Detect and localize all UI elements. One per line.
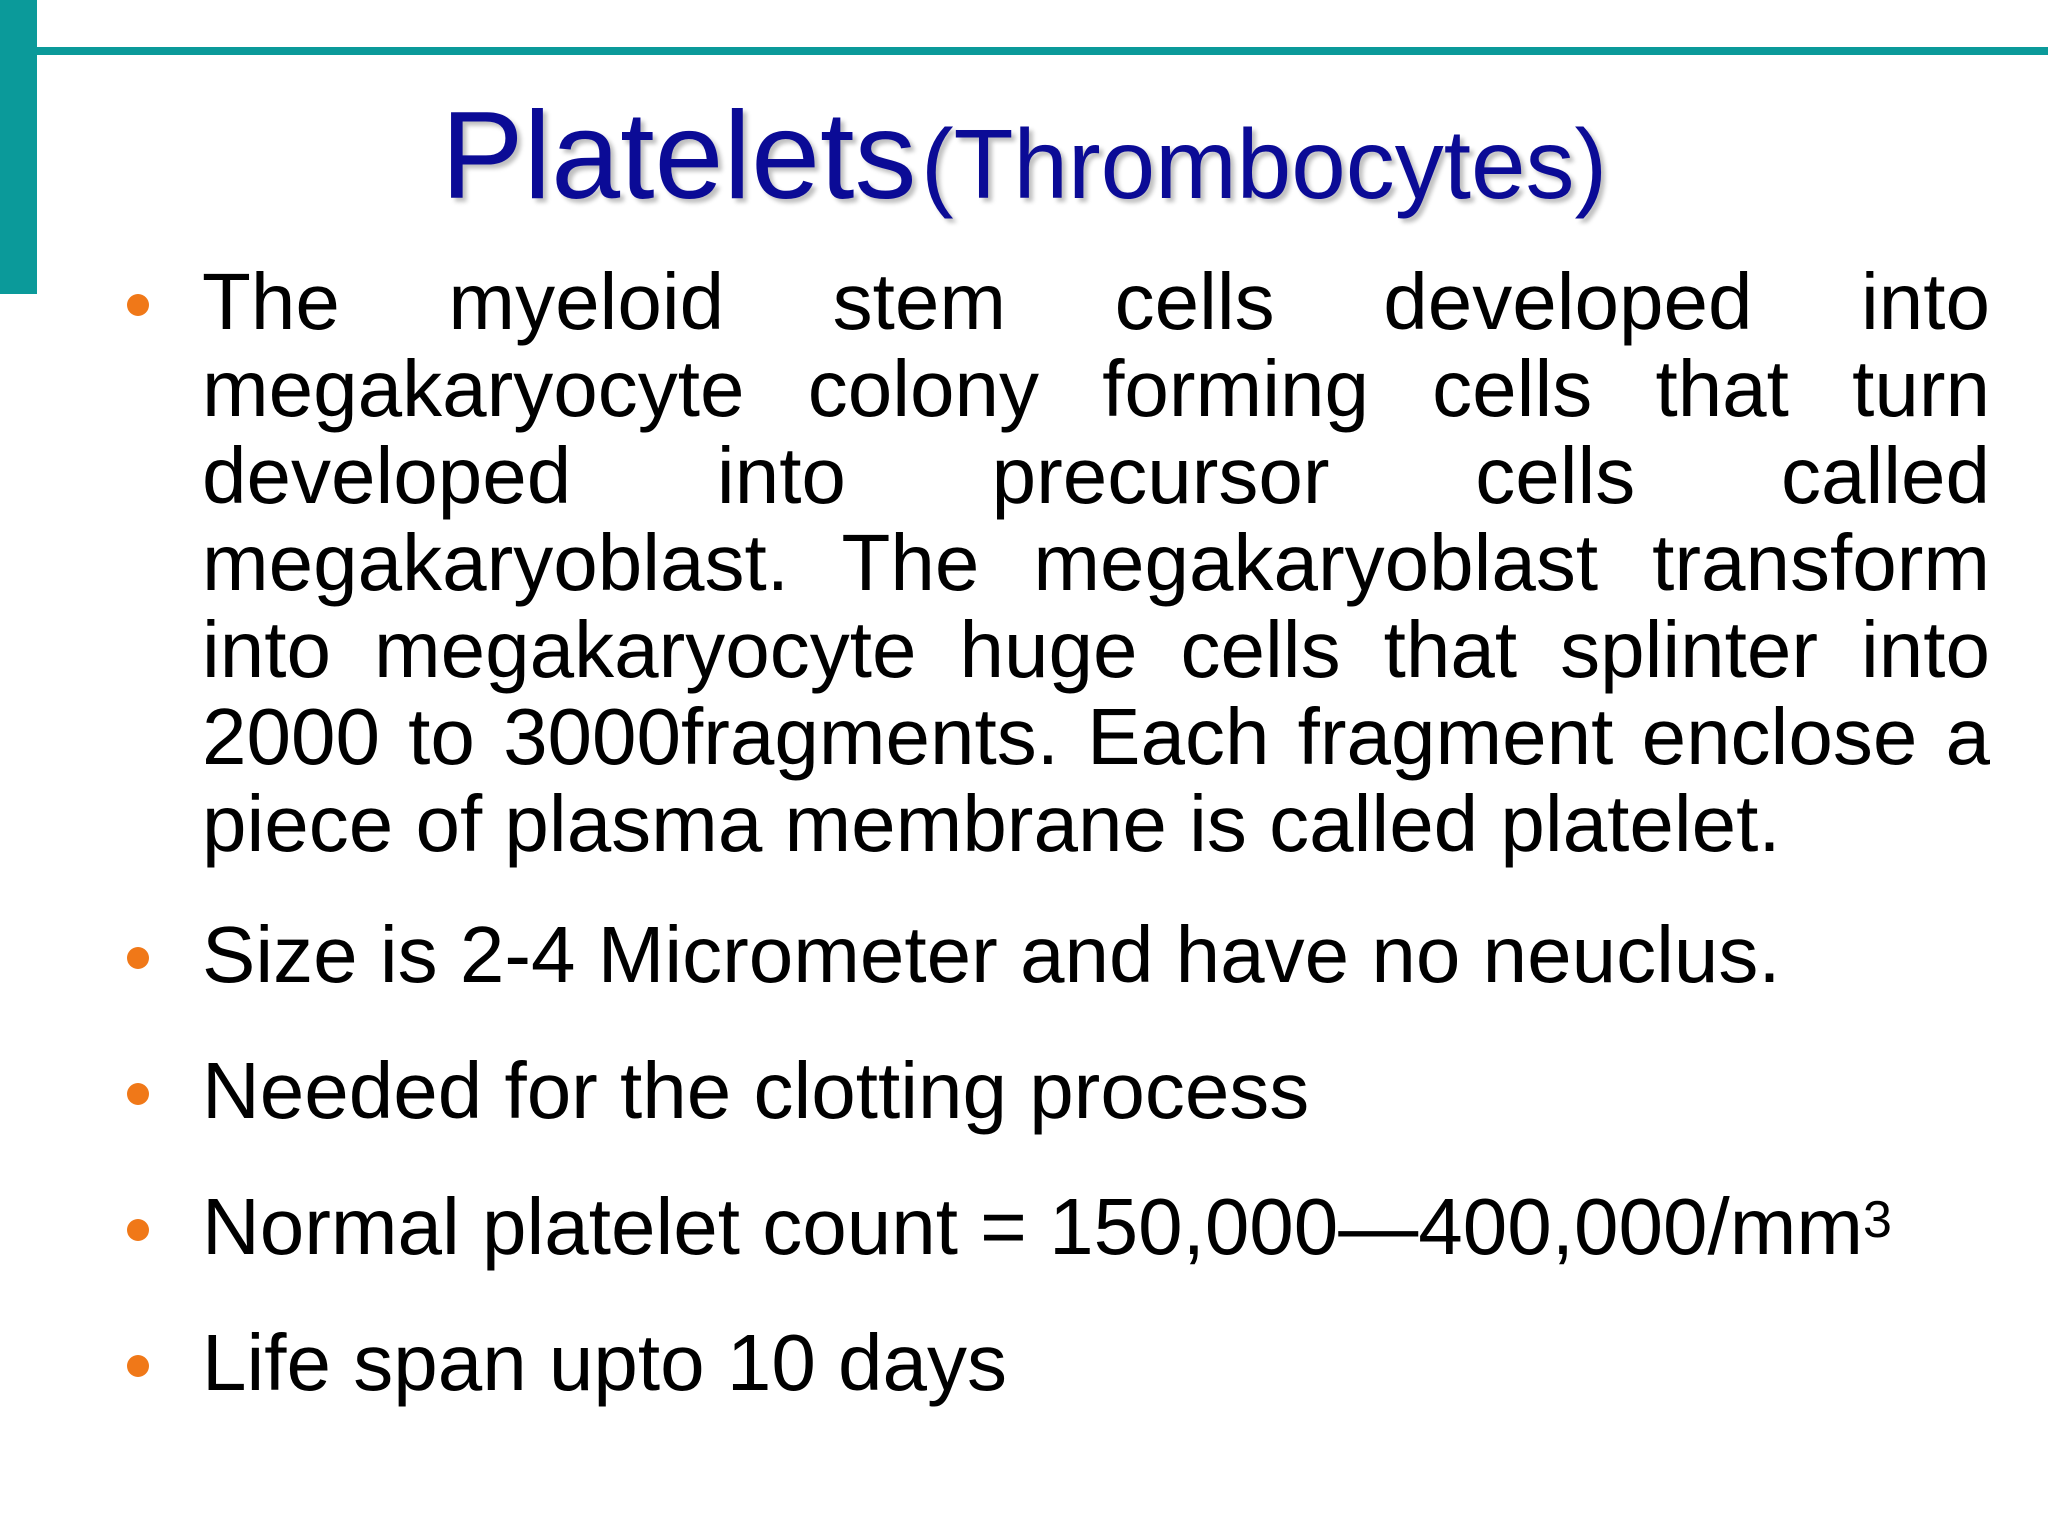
bullet-item-count (202, 1183, 1892, 1270)
bullet-item-size: Size is 2-4 Micrometer and have no neuclus. (202, 910, 1781, 999)
bullet-dot-icon (127, 947, 149, 969)
bullet-item-lifespan: Life span upto 10 days (202, 1318, 1008, 1407)
title-subtitle: (Thrombocytes) (920, 109, 1608, 219)
bullet-item-clotting: Needed for the clotting process (202, 1046, 1310, 1135)
cubic-superscript: 3 (1862, 1191, 1892, 1249)
bullet-dot-icon (127, 1083, 149, 1105)
bullet-dot-icon (127, 1219, 149, 1241)
platelet-count-text: Normal platelet count = 150,000—400,000/mm (202, 1182, 1863, 1271)
title-main: Platelets (440, 87, 917, 225)
bullet-dot-icon (127, 294, 149, 316)
bullet-item-formation: The myeloid stem cells developed into megakaryocyte colony forming cells that turn developed into precursor cells called megakaryoblast. The megakaryoblast transform into megakaryocyte huge cells that splinter into 2000 to 3000fragments. Each fragment enclose a piece of plasma membrane is called platelet. (202, 257, 1990, 868)
bullet-dot-icon (127, 1355, 149, 1377)
